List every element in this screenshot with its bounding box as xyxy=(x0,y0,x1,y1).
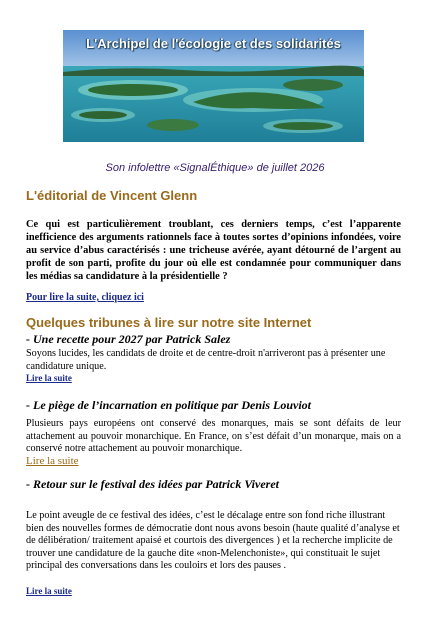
newsletter-subtitle: Son infolettre «SignalÉthique» de juillet 2026 xyxy=(105,162,325,174)
article-read-more-salez[interactable]: Lire la suite xyxy=(26,373,72,383)
banner-title: L'Archipel de l'écologie et des solidarités xyxy=(86,36,341,51)
editorial-text: Ce qui est particulièrement troublant, ces derniers temps, c’est l’apparente inefficience des arguments rationnels face à toutes sortes d’opinions infondées, voire au service d’abus caractérisés : une tricheuse avérée, ayant détourné de l’argent au profit de son parti, profite du jour où elle est condamnée pour communiquer dans les médias sa candidature à la présidentielle ? xyxy=(26,219,401,282)
article-body-louviot: Plusieurs pays européens ont conservé des monarques, mais se sont défaits de leur attachement au pouvoir monarchique. En France, on s’est défait d’un monarque, mais on a conservé notre attachement au pouvoir monarchique. xyxy=(26,418,401,454)
article-read-more-louviot[interactable]: Lire la suite xyxy=(26,455,79,467)
editorial-read-more-link[interactable]: Pour lire la suite, cliquez ici xyxy=(26,292,144,303)
editorial-heading: L'éditorial de Vincent Glenn xyxy=(26,188,198,203)
article-body-viveret: Le point aveugle de ce festival des idées, c’est le décalage entre son fond riche illustrant bien des nouvelles formes de démocratie dont nous avons besoin (haute qualité d’analyse et de délibération/ traitement apaisé et courtois des divergences ) et la recherche implicite de trouver une candidature de la gauche dite «non-Melenchoniste», qui constituait le sujet principal des conversations dans les couloirs et lors des pauses . xyxy=(26,510,400,571)
article-title-salez: - Une recette pour 2027 par Patrick Salez xyxy=(26,332,231,346)
article-read-more-viveret[interactable]: Lire la suite xyxy=(26,586,72,596)
header-banner xyxy=(63,30,364,142)
tribunes-heading: Quelques tribunes à lire sur notre site Internet xyxy=(26,315,312,330)
article-title-louviot: - Le piège de l’incarnation en politique par Denis Louviot xyxy=(26,398,311,412)
article-title-viveret: - Retour sur le festival des idées par Patrick Viveret xyxy=(26,477,279,491)
article-body-salez: Soyons lucides, les candidats de droite et de centre-droit n'arriveront pas à présenter une candidature unique. xyxy=(26,348,386,372)
